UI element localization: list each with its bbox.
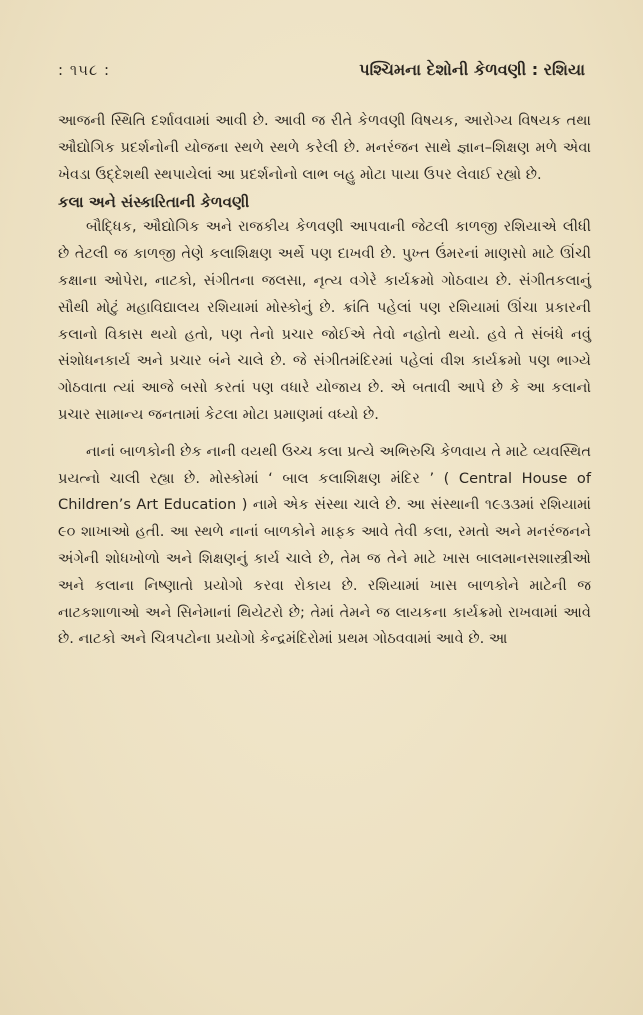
paragraph-gap	[58, 429, 591, 439]
paragraph-2: બૌદ્ધિક, ઔદ્યોગિક અને રાજકીય કેળવણી આપવાની જેટલી કાળજી રશિયાએ લીધી છે તેટલી જ કાળજી તેણે કલાશિક્ષણ અર્થે પણ દાખવી છે. પુખ્ત ઉંમરનાં માણસો માટે ઊંચી કક્ષાના ઓપેરા, નાટકો, સંગીતના જલસા, નૃત્ય વગેરે કાર્યક્રમો ગોઠવાય છે. સંગીતકલાનું સૌથી મોટું મહાવિદ્યાલય રશિયામાં મોસ્કોનું છે. ક્રાંતિ પહેલાં પણ રશિયામાં ઊંચા પ્રકારની કલાનો વિકાસ થયો હતો, પણ તેનો પ્રચાર જોઈએ તેવો નહોતો થયો. હવે તે સંબંધે નવું સંશોધનકાર્ય અને પ્રચાર બંને ચાલે છે. જે સંગીતમંદિરમાં પહેલાં વીશ કાર્યક્રમો પણ ભાગ્યે ગોઠવાતા ત્યાં આજે બસો કરતાં પણ વધારે યોજાય છે. એ બતાવી આપે છે કે આ કલાનો પ્રચાર સામાન્ય જનતામાં કેટલા મોટા પ્રમાણમાં વધ્યો છે.	[58, 218, 591, 423]
page-number: : ૧૫૮ :	[58, 61, 111, 79]
section-heading: કલા અને સંસ્કારિતાની કેળવણી	[58, 193, 250, 212]
running-head	[58, 60, 591, 100]
paragraph-3: નાનાં બાળકોની છેક નાની વયથી ઉચ્ચ કલા પ્રત્યે અભિરુચિ કેળવાય તે માટે વ્યવસ્થિત પ્રયત્નો ચાલી રહ્યા છે. મોસ્કોમાં ‘ બાલ કલાશિક્ષણ મંદિર ’ ( Central House of Children’s Art Education ) નામે એક સંસ્થા ચાલે છે. આ સંસ્થાની ૧૯૩૩માં રશિયામાં ૯૦ શાખાઓ હતી. આ સ્થળે નાનાં બાળકોને માફક આવે તેવી કલા, રમતો અને મનરંજનને અંગેની શોધખોળો અને શિક્ષણનું કાર્ય ચાલે છે, તેમ જ તેને માટે ખાસ બાલમાનસશાસ્ત્રીઓ અને કલાના નિષ્ણાતો પ્રયોગો કરવા રોકાય છે. રશિયામાં ખાસ બાળકોને માટેની જ નાટકશાળાઓ અને સિનેમાનાં થિયેટરો છે; તેમાં તેમને જ લાયકના કાર્યક્રમો રાખવામાં આવે છે. નાટકો અને ચિત્રપટોના પ્રયોગો કેન્દ્રમંદિરોમાં પ્રથમ ગોઠવવામાં આવે છે. આ	[58, 442, 591, 648]
header-title: પશ્ચિમના દેશોની કેળવણી : રશિયા	[359, 60, 585, 79]
paragraph-1: આજની સ્થિતિ દર્શાવવામાં આવી છે. આવી જ રીતે કેળવણી વિષયક, આરોગ્ય વિષયક તથા ઔદ્યોગિક પ્રદર્શનોની યોજના સ્થળે સ્થળે કરેલી છે. મનરંજન સાથે જ્ઞાન–શિક્ષણ મળે એવા ખેવડા ઉદ્દેશથી સ્થપાયેલાં આ પ્રદર્શનોનો લાભ બહુ મોટા પાયા ઉપર લેવાઈ રહ્યો છે.	[58, 112, 591, 183]
